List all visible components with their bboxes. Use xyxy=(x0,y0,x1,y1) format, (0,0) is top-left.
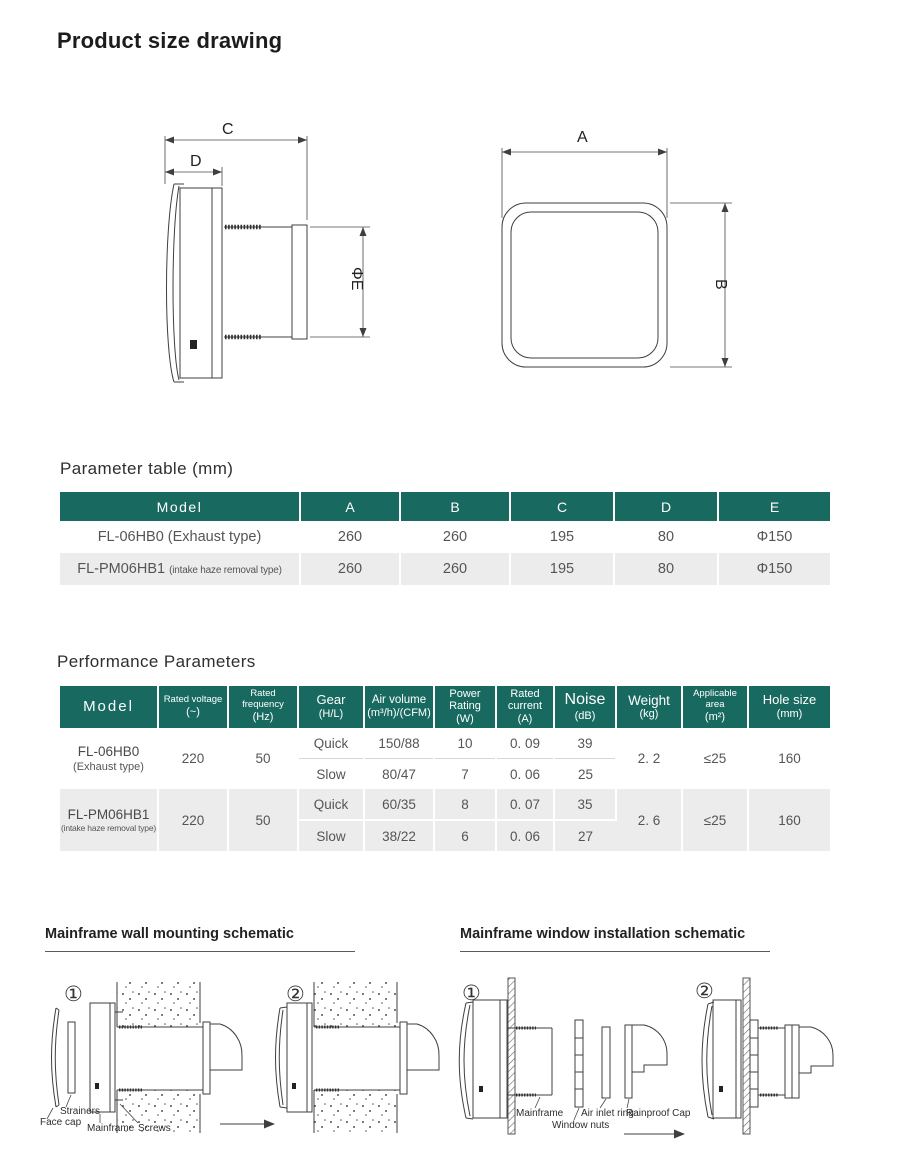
cell-noise-slow: 27 xyxy=(554,820,616,851)
cell-model: FL-PM06HB1 (intake haze removal type) xyxy=(60,789,158,851)
cell-current-quick: 0. 09 xyxy=(496,728,554,759)
header-power-rating: Power Rating (W) xyxy=(434,686,496,728)
cell-hole: 160 xyxy=(778,751,801,766)
cell-d: 80 xyxy=(614,521,718,553)
air-inlet-ring-part xyxy=(602,1027,610,1098)
cell-b: 260 xyxy=(400,521,510,553)
cell-noise-quick: 39 xyxy=(554,728,616,759)
part-labels xyxy=(516,1097,691,1131)
window-nuts-part xyxy=(575,1020,583,1107)
cell-c: 195 xyxy=(510,553,614,585)
dim-d-label: D xyxy=(190,153,202,170)
rainproof-cap-part xyxy=(203,1022,242,1094)
wall-section xyxy=(117,982,200,1133)
cell-air-slow: 38/22 xyxy=(364,820,434,851)
fan-side-body xyxy=(167,184,223,382)
wall-mounting-schematic xyxy=(40,958,450,1158)
rainproof-cap-part xyxy=(625,1025,667,1098)
cell-model xyxy=(60,553,300,585)
parameter-table xyxy=(60,492,830,585)
duct-part xyxy=(117,1027,203,1090)
header-hole-size: Hole size (mm) xyxy=(748,686,830,728)
header-applicable-area: Applicable area (m²) xyxy=(682,686,748,728)
header-e: E xyxy=(718,492,830,521)
cell-power-quick: 8 xyxy=(434,789,496,820)
face-cap-part xyxy=(52,1008,60,1107)
dimension-c xyxy=(165,121,307,220)
header-a: A xyxy=(300,492,400,521)
model-note: (intake haze removal type) xyxy=(169,565,282,576)
cell-model: FL-06HB0 (Exhaust type) xyxy=(60,728,158,789)
fan-duct xyxy=(224,225,307,339)
dim-a-label: A xyxy=(577,129,588,146)
cell-area: ≤25 xyxy=(682,789,748,851)
cell-power-slow: 7 xyxy=(434,759,496,790)
cell-gear-quick: Quick xyxy=(298,789,364,820)
cell-voltage: 220 xyxy=(158,728,228,789)
cell-current-slow: 0. 06 xyxy=(496,759,554,790)
assembly-arrow xyxy=(220,1120,275,1129)
header-rated-voltage: Rated voltage (~) xyxy=(158,686,228,728)
cell-power-quick: 10 xyxy=(434,728,496,759)
cell-noise-slow: 25 xyxy=(577,766,594,782)
header-weight: Weight (kg) xyxy=(616,686,682,728)
parameter-table-title: Parameter table (mm) xyxy=(60,459,234,478)
table-row xyxy=(60,789,830,820)
cell-weight: 2. 6 xyxy=(616,789,682,851)
parameter-header-row xyxy=(60,492,830,521)
step-1-number: ① xyxy=(64,983,83,1006)
cell-a: 260 xyxy=(300,553,400,585)
table-row xyxy=(60,521,830,553)
air-inlet-ring-label: Air inlet ring xyxy=(581,1108,634,1119)
cell-current-slow: 0. 06 xyxy=(496,820,554,851)
dimension-a xyxy=(502,129,667,218)
performance-header-row xyxy=(60,686,830,728)
cell-area: ≤25 xyxy=(682,728,748,789)
header-rated-current: Rated current (A) xyxy=(496,686,554,728)
header-d: D xyxy=(614,492,718,521)
assembly-arrow xyxy=(624,1130,685,1139)
cell-power-slow: 6 xyxy=(434,820,496,851)
cell-gear-slow: Slow xyxy=(298,820,364,851)
page-title: Product size drawing xyxy=(57,28,283,53)
performance-table-title: Performance Parameters xyxy=(57,652,256,671)
cell-air-slow: 80/47 xyxy=(364,759,434,790)
performance-table xyxy=(60,686,830,851)
table-row xyxy=(60,728,830,759)
mainframe-part xyxy=(473,1000,507,1118)
indicator-window xyxy=(190,340,197,349)
cell-d: 80 xyxy=(614,553,718,585)
header-gear: Gear (H/L) xyxy=(298,686,364,728)
screws-label: Screws xyxy=(138,1123,171,1134)
model-name: FL-PM06HB1 xyxy=(77,561,166,577)
dimension-e xyxy=(310,227,370,337)
assembled-unit xyxy=(702,978,833,1134)
cell-weight: 2. 2 xyxy=(616,728,682,789)
strainers-label: Strainers xyxy=(60,1106,101,1117)
rainproof-cap-label: Rainproof Cap xyxy=(626,1108,691,1119)
cell-frequency: 50 xyxy=(228,789,298,851)
fan-front-face xyxy=(502,203,667,367)
window-installation-schematic xyxy=(452,958,887,1158)
model-name: FL-06HB0 (Exhaust type) xyxy=(97,529,262,545)
dim-b-label: B xyxy=(712,279,729,290)
performance-row-group xyxy=(60,728,830,789)
cell-a: 260 xyxy=(300,521,400,553)
window-schematic-title: Mainframe window installation schematic xyxy=(460,926,770,952)
header-c: C xyxy=(510,492,614,521)
header-noise: Noise (dB) xyxy=(554,686,616,728)
header-model: Model xyxy=(60,686,158,728)
cell-e: Φ150 xyxy=(718,553,830,585)
dim-e-label: ΦE xyxy=(348,267,365,291)
front-view-drawing xyxy=(465,118,775,403)
face-cap-part xyxy=(459,1002,473,1119)
strainers-part xyxy=(68,1022,75,1093)
table-row xyxy=(60,553,830,585)
cell-noise-quick: 35 xyxy=(554,789,616,820)
cell-model xyxy=(60,521,300,553)
cell-gear-slow: Slow xyxy=(298,759,364,790)
cell-current-quick: 0. 07 xyxy=(496,789,554,820)
mainframe-label: Mainframe xyxy=(516,1108,564,1119)
side-view-drawing xyxy=(140,100,420,400)
step-2-number: ② xyxy=(286,983,305,1006)
wall-schematic-title: Mainframe wall mounting schematic xyxy=(45,926,355,952)
dimension-b xyxy=(670,203,732,367)
performance-row-group xyxy=(60,789,830,851)
step-2-number: ② xyxy=(695,980,714,1003)
cell-voltage: 220 xyxy=(158,789,228,851)
window-nuts-label: Window nuts xyxy=(552,1120,610,1131)
cell-c: 195 xyxy=(510,521,614,553)
header-air-volume: Air volume (m³/h)/(CFM) xyxy=(364,686,434,728)
cell-e: Φ150 xyxy=(756,529,793,545)
mainframe-label: Mainframe xyxy=(87,1123,135,1134)
cell-frequency: 50 xyxy=(228,728,298,789)
cell-hole: 160 xyxy=(748,789,830,851)
dim-c-label: C xyxy=(222,121,234,138)
window-pane xyxy=(508,978,515,1134)
header-b: B xyxy=(400,492,510,521)
cell-gear-quick: Quick xyxy=(298,728,364,759)
cell-air-quick: 60/35 xyxy=(364,789,434,820)
header-rated-frequency: Rated frequency (Hz) xyxy=(228,686,298,728)
face-cap-label: Face cap xyxy=(40,1117,82,1128)
cell-air-quick: 150/88 xyxy=(364,728,434,759)
step-1-number: ① xyxy=(462,982,481,1005)
dimension-d xyxy=(165,153,222,186)
cell-b: 260 xyxy=(400,553,510,585)
header-model: Model xyxy=(60,492,300,521)
